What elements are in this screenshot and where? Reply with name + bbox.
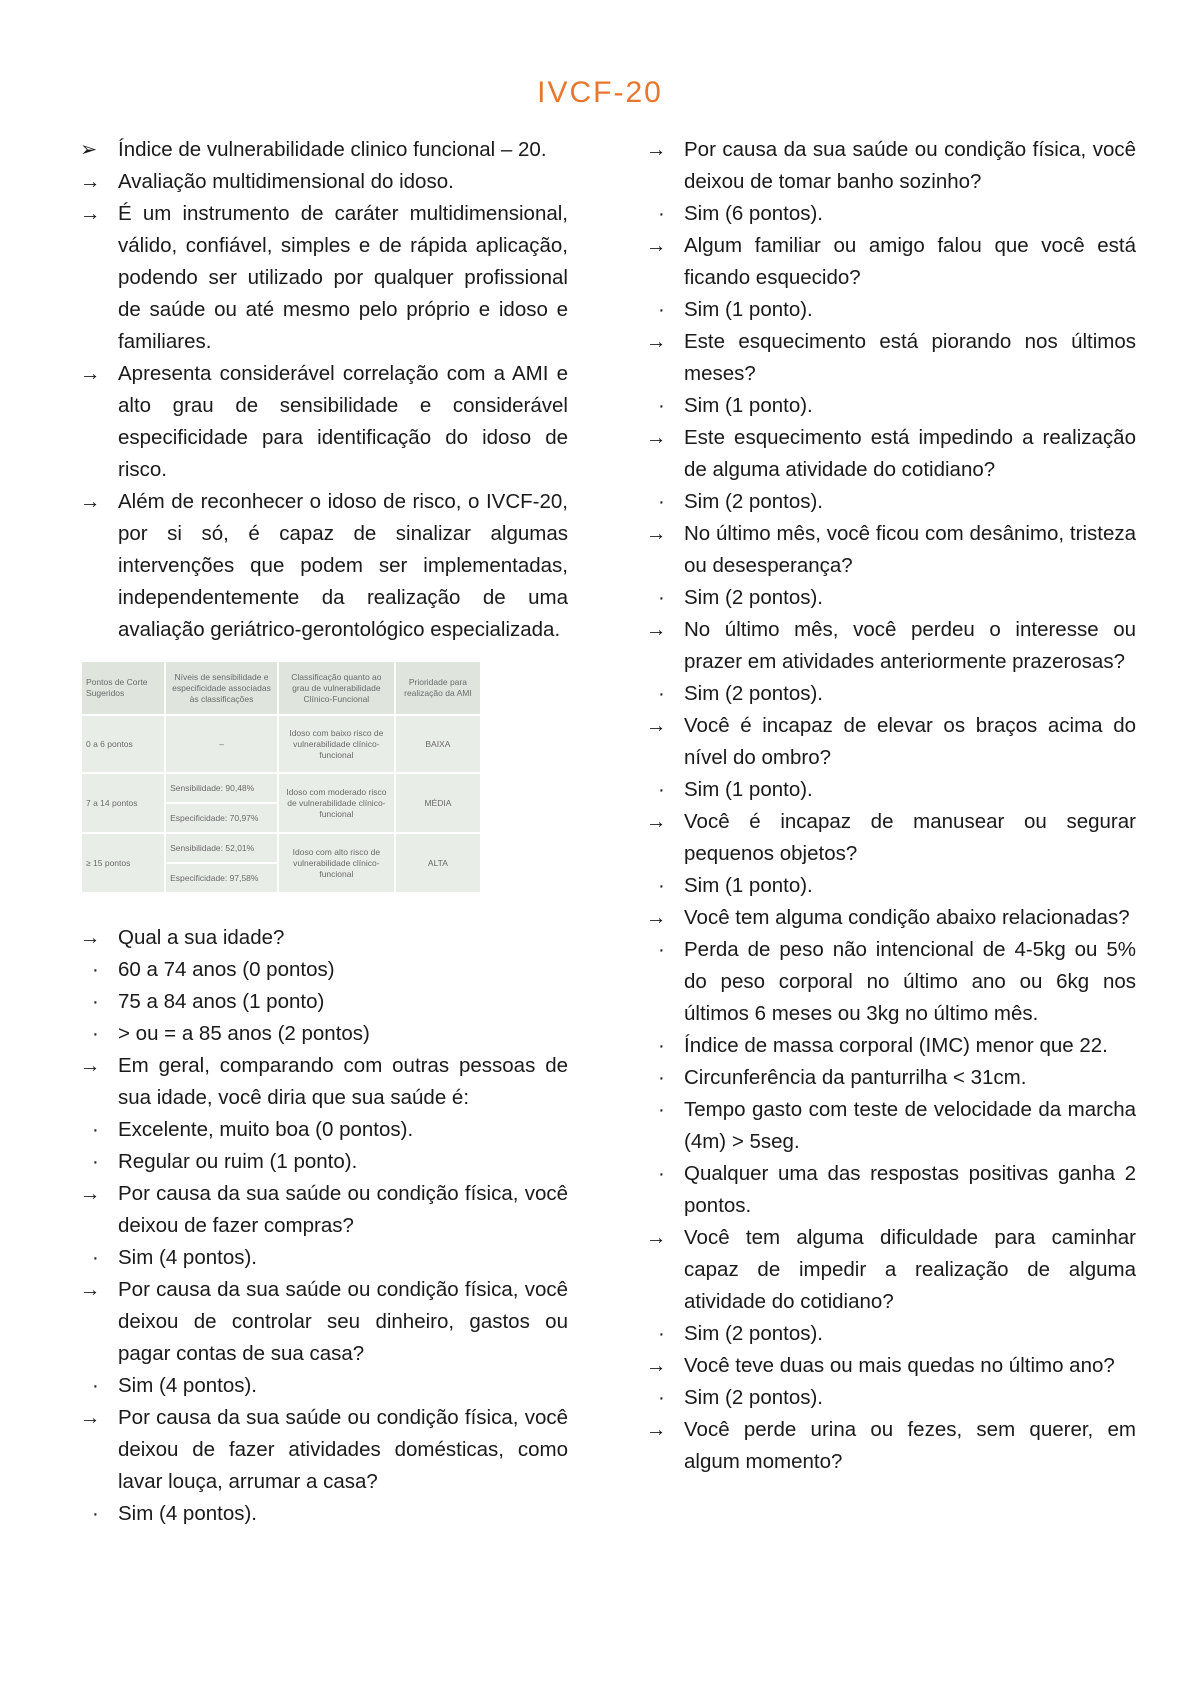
arrow-icon: →	[80, 1182, 101, 1205]
arrow-icon: →	[80, 490, 101, 513]
arrow-icon: →	[646, 906, 667, 929]
item-text: Sim (1 ponto).	[684, 394, 813, 417]
item-text: É um instrumento de caráter multidimensional, válido, confiável, simples e de rápida aplicação, podendo ser utilizado por qualquer profissional de saúde ou até mesmo pelo próprio e idoso e familiares.	[118, 202, 568, 353]
bullet-item	[646, 934, 1136, 1030]
item-text: Por causa da sua saúde ou condição física, você deixou de tomar banho sozinho?	[684, 138, 1136, 193]
cutoff-table-figure	[80, 660, 568, 894]
item-text: Sim (2 pontos).	[684, 586, 823, 609]
item-text: Você perde urina ou fezes, sem querer, em algum momento?	[684, 1418, 1136, 1473]
table-header: Classificação quanto ao grau de vulnerabilidade Clínico-Funcional	[278, 661, 395, 715]
arrow-icon: →	[646, 714, 667, 737]
bullet-item	[646, 582, 1136, 614]
item-text: Por causa da sua saúde ou condição física, você deixou de controlar seu dinheiro, gastos ou pagar contas de sua casa?	[118, 1278, 568, 1365]
bullet-item	[80, 1370, 568, 1402]
questions-list-right	[646, 134, 1136, 1478]
bullet-item	[646, 390, 1136, 422]
list-item	[646, 1350, 1136, 1382]
table-header: Níveis de sensibilidade e especificidade associadas às classificações	[165, 661, 278, 715]
table-cell-range: ≥ 15 pontos	[81, 833, 165, 893]
item-text: Você é incapaz de elevar os braços acima do nível do ombro?	[684, 714, 1136, 769]
bullet-icon: ·	[658, 1162, 665, 1185]
table-row	[81, 773, 481, 803]
bullet-item	[646, 1094, 1136, 1158]
item-text: Sim (1 ponto).	[684, 874, 813, 897]
arrow-icon: →	[646, 234, 667, 257]
bullet-icon: ·	[92, 1374, 99, 1397]
bullet-item	[646, 678, 1136, 710]
list-item	[80, 1402, 568, 1498]
arrow-icon: ➢	[80, 138, 98, 161]
item-text: Em geral, comparando com outras pessoas de sua idade, você diria que sua saúde é:	[118, 1054, 568, 1109]
list-item	[80, 198, 568, 358]
bullet-item	[646, 198, 1136, 230]
bullet-icon: ·	[658, 1034, 665, 1057]
list-item	[646, 902, 1136, 934]
list-item	[646, 230, 1136, 294]
item-text: Além de reconhecer o idoso de risco, o IVCF-20, por si só, é capaz de sinalizar algumas intervenções que podem ser implementadas, independentemente da realização de uma avaliação geriátrico-gerontológico especializada.	[118, 490, 568, 641]
bullet-icon: ·	[92, 1118, 99, 1141]
item-text: Este esquecimento está piorando nos últimos meses?	[684, 330, 1136, 385]
item-text: Sim (4 pontos).	[118, 1374, 257, 1397]
item-text: 75 a 84 anos (1 ponto)	[118, 990, 325, 1013]
table-cell-specificity: Especificidade: 70,97%	[165, 803, 278, 833]
arrow-icon: →	[80, 1406, 101, 1429]
list-item	[80, 134, 568, 166]
cutoff-table	[80, 660, 482, 894]
item-text: Índice de massa corporal (IMC) menor que 22.	[684, 1034, 1108, 1057]
item-text: Sim (1 ponto).	[684, 778, 813, 801]
item-text: Índice de vulnerabilidade clinico funcional – 20.	[118, 138, 547, 161]
table-cell-sensitivity: Sensibilidade: 52,01%	[165, 833, 278, 863]
item-text: Qual a sua idade?	[118, 926, 285, 949]
table-cell-specificity: Especificidade: 97,58%	[165, 863, 278, 893]
bullet-icon: ·	[658, 1322, 665, 1345]
questions-list-left	[80, 922, 568, 1530]
list-item	[646, 806, 1136, 870]
list-item	[646, 1414, 1136, 1478]
bullet-icon: ·	[658, 778, 665, 801]
list-item	[80, 486, 568, 646]
table-cell-classification: Idoso com moderado risco de vulnerabilidade clínico-funcional	[278, 773, 395, 833]
list-item	[646, 1222, 1136, 1318]
item-text: Avaliação multidimensional do idoso.	[118, 170, 454, 193]
bullet-icon: ·	[658, 298, 665, 321]
bullet-icon: ·	[658, 874, 665, 897]
bullet-icon: ·	[92, 1022, 99, 1045]
arrow-icon: →	[80, 926, 101, 949]
list-item	[80, 358, 568, 486]
bullet-icon: ·	[658, 394, 665, 417]
item-text: Você tem alguma dificuldade para caminhar capaz de impedir a realização de alguma atividade do cotidiano?	[684, 1226, 1136, 1313]
list-item	[80, 166, 568, 198]
bullet-item	[646, 1318, 1136, 1350]
item-text: Algum familiar ou amigo falou que você está ficando esquecido?	[684, 234, 1136, 289]
arrow-icon: →	[646, 522, 667, 545]
item-text: Você tem alguma condição abaixo relacionadas?	[684, 906, 1130, 929]
item-text: No último mês, você perdeu o interesse ou prazer em atividades anteriormente prazerosas?	[684, 618, 1136, 673]
item-text: Regular ou ruim (1 ponto).	[118, 1150, 358, 1173]
bullet-item	[80, 1146, 568, 1178]
table-cell-priority: MÉDIA	[395, 773, 481, 833]
bullet-icon: ·	[92, 990, 99, 1013]
table-cell-sensitivity: –	[165, 715, 278, 773]
bullet-item	[646, 1062, 1136, 1094]
item-text: 60 a 74 anos (0 pontos)	[118, 958, 335, 981]
arrow-icon: →	[646, 426, 667, 449]
bullet-icon: ·	[92, 1502, 99, 1525]
item-text: Sim (1 ponto).	[684, 298, 813, 321]
bullet-icon: ·	[658, 938, 665, 961]
arrow-icon: →	[646, 1354, 667, 1377]
item-text: Apresenta considerável correlação com a AMI e alto grau de sensibilidade e considerável especificidade para identificação do idoso de risco.	[118, 362, 568, 481]
arrow-icon: →	[80, 1278, 101, 1301]
arrow-icon: →	[646, 618, 667, 641]
bullet-icon: ·	[92, 958, 99, 981]
list-item	[646, 614, 1136, 678]
list-item	[646, 326, 1136, 390]
item-text: Por causa da sua saúde ou condição física, você deixou de fazer atividades domésticas, como lavar louça, arrumar a casa?	[118, 1406, 568, 1493]
bullet-icon: ·	[658, 490, 665, 513]
table-cell-sensitivity: Sensibilidade: 90,48%	[165, 773, 278, 803]
table-header: Prioridade para realização da AMI	[395, 661, 481, 715]
table-cell-range: 0 a 6 pontos	[81, 715, 165, 773]
arrow-icon: →	[80, 202, 101, 225]
arrow-icon: →	[80, 362, 101, 385]
item-text: Sim (4 pontos).	[118, 1246, 257, 1269]
item-text: Sim (2 pontos).	[684, 1386, 823, 1409]
bullet-icon: ·	[658, 682, 665, 705]
bullet-icon: ·	[658, 586, 665, 609]
item-text: Sim (2 pontos).	[684, 490, 823, 513]
item-text: Sim (2 pontos).	[684, 682, 823, 705]
bullet-icon: ·	[92, 1246, 99, 1269]
intro-list	[80, 134, 568, 646]
arrow-icon: →	[646, 138, 667, 161]
item-text: > ou = a 85 anos (2 pontos)	[118, 1022, 370, 1045]
list-item	[646, 518, 1136, 582]
bullet-item	[80, 986, 568, 1018]
list-item	[80, 922, 568, 954]
list-item	[646, 422, 1136, 486]
table-cell-classification: Idoso com alto risco de vulnerabilidade clínico-funcional	[278, 833, 395, 893]
arrow-icon: →	[646, 330, 667, 353]
bullet-item	[80, 954, 568, 986]
bullet-icon: ·	[658, 202, 665, 225]
item-text: No último mês, você ficou com desânimo, tristeza ou desesperança?	[684, 522, 1136, 577]
bullet-item	[646, 294, 1136, 326]
bullet-item	[80, 1114, 568, 1146]
table-header: Pontos de Corte Sugeridos	[81, 661, 165, 715]
list-item	[80, 1050, 568, 1114]
item-text: Tempo gasto com teste de velocidade da marcha (4m) > 5seg.	[684, 1098, 1136, 1153]
table-cell-classification: Idoso com baixo risco de vulnerabilidade clínico-funcional	[278, 715, 395, 773]
item-text: Você teve duas ou mais quedas no último ano?	[684, 1354, 1115, 1377]
item-text: Perda de peso não intencional de 4-5kg ou 5% do peso corporal no último ano ou 6kg nos últimos 6 meses ou 3kg no último mês.	[684, 938, 1136, 1025]
item-text: Qualquer uma das respostas positivas ganha 2 pontos.	[684, 1162, 1136, 1217]
table-row	[81, 833, 481, 863]
table-cell-range: 7 a 14 pontos	[81, 773, 165, 833]
list-item	[80, 1178, 568, 1242]
bullet-icon: ·	[658, 1386, 665, 1409]
bullet-item	[646, 486, 1136, 518]
item-text: Por causa da sua saúde ou condição física, você deixou de fazer compras?	[118, 1182, 568, 1237]
bullet-icon: ·	[658, 1098, 665, 1121]
arrow-icon: →	[646, 1418, 667, 1441]
item-text: Você é incapaz de manusear ou segurar pequenos objetos?	[684, 810, 1136, 865]
bullet-item	[646, 870, 1136, 902]
table-header-row	[81, 661, 481, 715]
item-text: Este esquecimento está impedindo a realização de alguma atividade do cotidiano?	[684, 426, 1136, 481]
table-cell-priority: BAIXA	[395, 715, 481, 773]
bullet-icon: ·	[658, 1066, 665, 1089]
table-row	[81, 715, 481, 773]
page-title: IVCF-20	[537, 76, 663, 109]
bullet-item	[646, 1030, 1136, 1062]
arrow-icon: →	[646, 810, 667, 833]
bullet-item	[646, 1382, 1136, 1414]
list-item	[646, 710, 1136, 774]
bullet-item	[646, 1158, 1136, 1222]
list-item	[80, 1274, 568, 1370]
bullet-icon: ·	[92, 1150, 99, 1173]
bullet-item	[80, 1242, 568, 1274]
left-column	[80, 134, 568, 1530]
bullet-item	[80, 1018, 568, 1050]
item-text: Excelente, muito boa (0 pontos).	[118, 1118, 414, 1141]
bullet-item	[80, 1498, 568, 1530]
item-text: Circunferência da panturrilha < 31cm.	[684, 1066, 1027, 1089]
bullet-item	[646, 774, 1136, 806]
list-item	[646, 134, 1136, 198]
arrow-icon: →	[646, 1226, 667, 1249]
arrow-icon: →	[80, 1054, 101, 1077]
arrow-icon: →	[80, 170, 101, 193]
item-text: Sim (6 pontos).	[684, 202, 823, 225]
item-text: Sim (2 pontos).	[684, 1322, 823, 1345]
table-cell-priority: ALTA	[395, 833, 481, 893]
item-text: Sim (4 pontos).	[118, 1502, 257, 1525]
